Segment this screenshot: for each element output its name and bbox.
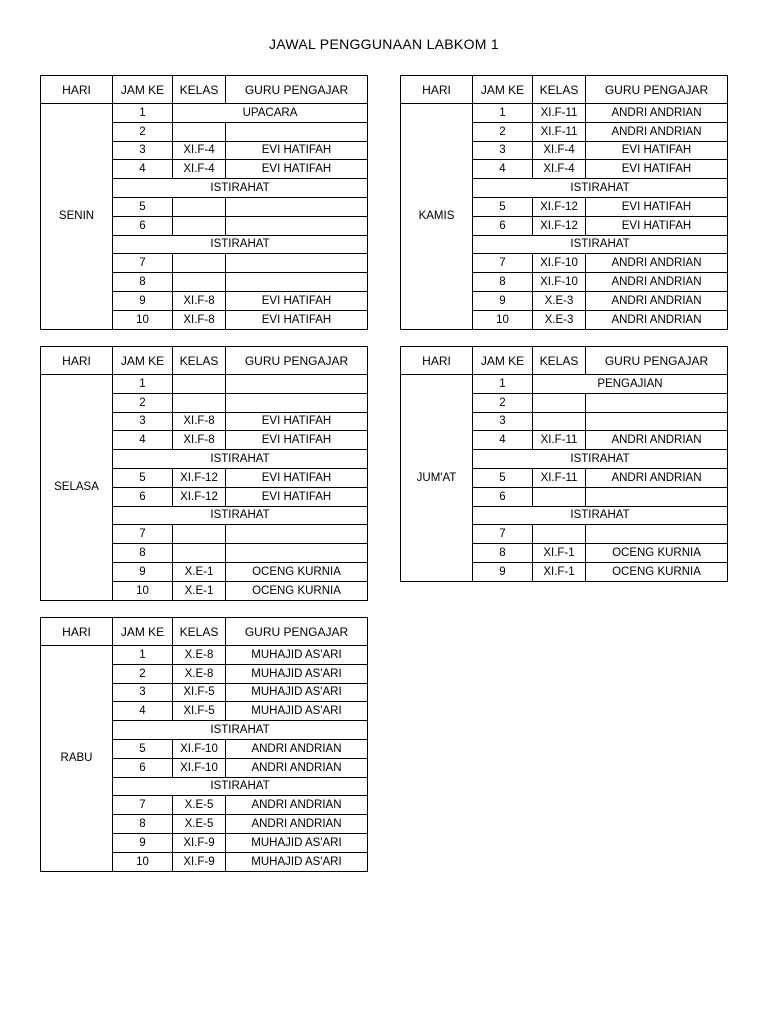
guru-cell: EVI HATIFAH [226,291,368,310]
header-row [41,76,368,104]
jam-cell: 7 [113,254,173,273]
guru-cell: EVI HATIFAH [586,216,728,235]
kelas-cell [173,197,226,216]
day-cell: JUM'AT [401,375,473,582]
guru-cell [586,487,728,506]
jam-cell: 3 [473,412,533,431]
activity-cell: PENGAJIAN [533,375,728,394]
kelas-cell [173,544,226,563]
jam-cell: 8 [473,273,533,292]
jam-cell: 10 [113,581,173,600]
day-cell: SENIN [41,104,113,330]
jam-cell: 2 [113,122,173,141]
istirahat-cell: ISTIRAHAT [113,721,368,740]
day-cell: SELASA [41,375,113,601]
jam-cell: 3 [113,683,173,702]
guru-cell: ANDRI ANDRIAN [586,122,728,141]
schedule-table-kamis [400,75,728,330]
jam-cell: 1 [473,375,533,394]
header-jam-ke: JAM KE [113,347,173,375]
kelas-cell: XI.F-4 [173,160,226,179]
schedule-row [41,375,368,394]
istirahat-cell: ISTIRAHAT [113,179,368,198]
guru-cell: OCENG KURNIA [226,581,368,600]
jam-cell: 6 [473,487,533,506]
header-hari: HARI [41,618,113,646]
kelas-cell: X.E-8 [173,664,226,683]
istirahat-cell: ISTIRAHAT [473,235,728,254]
jam-cell: 7 [113,525,173,544]
jam-cell: 6 [113,487,173,506]
kelas-cell [173,254,226,273]
guru-cell: ANDRI ANDRIAN [226,739,368,758]
header-row [401,76,728,104]
guru-cell [226,525,368,544]
jam-cell: 4 [113,431,173,450]
kelas-cell: XI.F-10 [533,273,586,292]
guru-cell [226,375,368,394]
header-hari: HARI [401,76,473,104]
kelas-cell: XI.F-9 [173,833,226,852]
guru-cell: MUHAJID AS'ARI [226,683,368,702]
jam-cell: 3 [473,141,533,160]
jam-cell: 7 [473,254,533,273]
jam-cell: 5 [113,739,173,758]
header-row [41,618,368,646]
jam-cell: 1 [113,104,173,123]
header-kelas: KELAS [173,347,226,375]
guru-cell: EVI HATIFAH [226,160,368,179]
kelas-cell [173,216,226,235]
guru-cell [226,254,368,273]
istirahat-cell: ISTIRAHAT [113,506,368,525]
header-jam-ke: JAM KE [473,347,533,375]
header-hari: HARI [41,347,113,375]
header-guru-pengajar: GURU PENGAJAR [226,618,368,646]
guru-cell: EVI HATIFAH [226,487,368,506]
guru-cell: EVI HATIFAH [226,412,368,431]
istirahat-cell: ISTIRAHAT [113,235,368,254]
schedule-row [401,104,728,123]
jam-cell: 10 [113,852,173,871]
jam-cell: 2 [473,122,533,141]
header-kelas: KELAS [533,347,586,375]
guru-cell: ANDRI ANDRIAN [586,291,728,310]
header-row [401,347,728,375]
header-jam-ke: JAM KE [113,76,173,104]
jam-cell: 5 [113,468,173,487]
kelas-cell [533,393,586,412]
activity-cell: UPACARA [173,104,368,123]
kelas-cell: X.E-5 [173,796,226,815]
header-kelas: KELAS [173,76,226,104]
jam-cell: 3 [113,141,173,160]
jam-cell: 8 [113,273,173,292]
kelas-cell: XI.F-8 [173,412,226,431]
guru-cell: EVI HATIFAH [586,160,728,179]
jam-cell: 2 [113,393,173,412]
kelas-cell: XI.F-11 [533,104,586,123]
kelas-cell: XI.F-4 [173,141,226,160]
kelas-cell: XI.F-4 [533,141,586,160]
guru-cell: ANDRI ANDRIAN [226,815,368,834]
guru-cell: OCENG KURNIA [586,544,728,563]
schedule-table-rabu [40,617,368,872]
jam-cell: 9 [113,833,173,852]
day-cell: RABU [41,646,113,872]
jam-cell: 3 [113,412,173,431]
kelas-cell: X.E-3 [533,310,586,329]
guru-cell [226,544,368,563]
kelas-cell: XI.F-12 [533,216,586,235]
jam-cell: 5 [473,197,533,216]
kelas-cell: XI.F-11 [533,431,586,450]
kelas-cell: XI.F-12 [173,487,226,506]
jam-cell: 7 [113,796,173,815]
header-jam-ke: JAM KE [113,618,173,646]
guru-cell [586,525,728,544]
schedule-table-jumat [400,346,728,582]
jam-cell: 9 [473,291,533,310]
kelas-cell: XI.F-4 [533,160,586,179]
kelas-cell [173,393,226,412]
kelas-cell: XI.F-1 [533,562,586,581]
guru-cell: EVI HATIFAH [226,468,368,487]
schedule-row [41,104,368,123]
guru-cell: OCENG KURNIA [226,562,368,581]
jam-cell: 10 [113,310,173,329]
header-guru-pengajar: GURU PENGAJAR [586,76,728,104]
schedule-row [401,375,728,394]
jam-cell: 4 [113,160,173,179]
guru-cell: EVI HATIFAH [226,431,368,450]
guru-cell: ANDRI ANDRIAN [586,254,728,273]
guru-cell: ANDRI ANDRIAN [586,310,728,329]
kelas-cell [173,122,226,141]
kelas-cell [173,375,226,394]
kelas-cell [533,525,586,544]
jam-cell: 9 [113,562,173,581]
jam-cell: 9 [473,562,533,581]
kelas-cell: XI.F-10 [533,254,586,273]
guru-cell [226,122,368,141]
schedule-row [41,646,368,665]
guru-cell: ANDRI ANDRIAN [226,758,368,777]
guru-cell: ANDRI ANDRIAN [586,104,728,123]
guru-cell: MUHAJID AS'ARI [226,833,368,852]
kelas-cell: X.E-3 [533,291,586,310]
schedule-table-selasa [40,346,368,601]
kelas-cell: XI.F-12 [533,197,586,216]
kelas-cell [173,525,226,544]
guru-cell [226,197,368,216]
header-hari: HARI [41,76,113,104]
jam-cell: 8 [473,544,533,563]
guru-cell: MUHAJID AS'ARI [226,852,368,871]
header-guru-pengajar: GURU PENGAJAR [226,76,368,104]
kelas-cell: X.E-1 [173,581,226,600]
guru-cell: MUHAJID AS'ARI [226,646,368,665]
kelas-cell: XI.F-9 [173,852,226,871]
header-guru-pengajar: GURU PENGAJAR [226,347,368,375]
jam-cell: 6 [473,216,533,235]
jam-cell: 4 [473,431,533,450]
kelas-cell: XI.F-10 [173,739,226,758]
guru-cell: EVI HATIFAH [226,310,368,329]
header-hari: HARI [401,347,473,375]
jam-cell: 6 [113,758,173,777]
istirahat-cell: ISTIRAHAT [473,506,728,525]
guru-cell [226,216,368,235]
jam-cell: 1 [113,646,173,665]
kelas-cell: XI.F-10 [173,758,226,777]
guru-cell [226,393,368,412]
istirahat-cell: ISTIRAHAT [473,450,728,469]
jam-cell: 2 [113,664,173,683]
jam-cell: 5 [473,468,533,487]
guru-cell: ANDRI ANDRIAN [586,273,728,292]
guru-cell: ANDRI ANDRIAN [586,468,728,487]
kelas-cell: XI.F-11 [533,122,586,141]
guru-cell [586,393,728,412]
kelas-cell: XI.F-11 [533,468,586,487]
jam-cell: 8 [113,815,173,834]
header-kelas: KELAS [173,618,226,646]
guru-cell: MUHAJID AS'ARI [226,664,368,683]
kelas-cell: XI.F-8 [173,431,226,450]
kelas-cell: X.E-1 [173,562,226,581]
jam-cell: 4 [113,702,173,721]
kelas-cell: XI.F-12 [173,468,226,487]
guru-cell: OCENG KURNIA [586,562,728,581]
kelas-cell [533,412,586,431]
kelas-cell: X.E-5 [173,815,226,834]
header-jam-ke: JAM KE [473,76,533,104]
guru-cell: EVI HATIFAH [586,197,728,216]
header-kelas: KELAS [533,76,586,104]
jam-cell: 6 [113,216,173,235]
header-row [41,347,368,375]
istirahat-cell: ISTIRAHAT [113,777,368,796]
guru-cell: EVI HATIFAH [586,141,728,160]
page-title: JAWAL PENGGUNAAN LABKOM 1 [269,36,499,52]
kelas-cell: XI.F-8 [173,291,226,310]
kelas-cell [533,487,586,506]
jam-cell: 1 [473,104,533,123]
guru-cell: ANDRI ANDRIAN [226,796,368,815]
kelas-cell: X.E-8 [173,646,226,665]
istirahat-cell: ISTIRAHAT [473,179,728,198]
header-guru-pengajar: GURU PENGAJAR [586,347,728,375]
kelas-cell: XI.F-5 [173,683,226,702]
istirahat-cell: ISTIRAHAT [113,450,368,469]
guru-cell: MUHAJID AS'ARI [226,702,368,721]
guru-cell: EVI HATIFAH [226,141,368,160]
jam-cell: 8 [113,544,173,563]
guru-cell [226,273,368,292]
guru-cell [586,412,728,431]
jam-cell: 10 [473,310,533,329]
jam-cell: 5 [113,197,173,216]
jam-cell: 9 [113,291,173,310]
jam-cell: 7 [473,525,533,544]
jam-cell: 2 [473,393,533,412]
kelas-cell: XI.F-5 [173,702,226,721]
guru-cell: ANDRI ANDRIAN [586,431,728,450]
kelas-cell: XI.F-8 [173,310,226,329]
day-cell: KAMIS [401,104,473,330]
schedule-table-senin [40,75,368,330]
kelas-cell: XI.F-1 [533,544,586,563]
jam-cell: 4 [473,160,533,179]
jam-cell: 1 [113,375,173,394]
kelas-cell [173,273,226,292]
